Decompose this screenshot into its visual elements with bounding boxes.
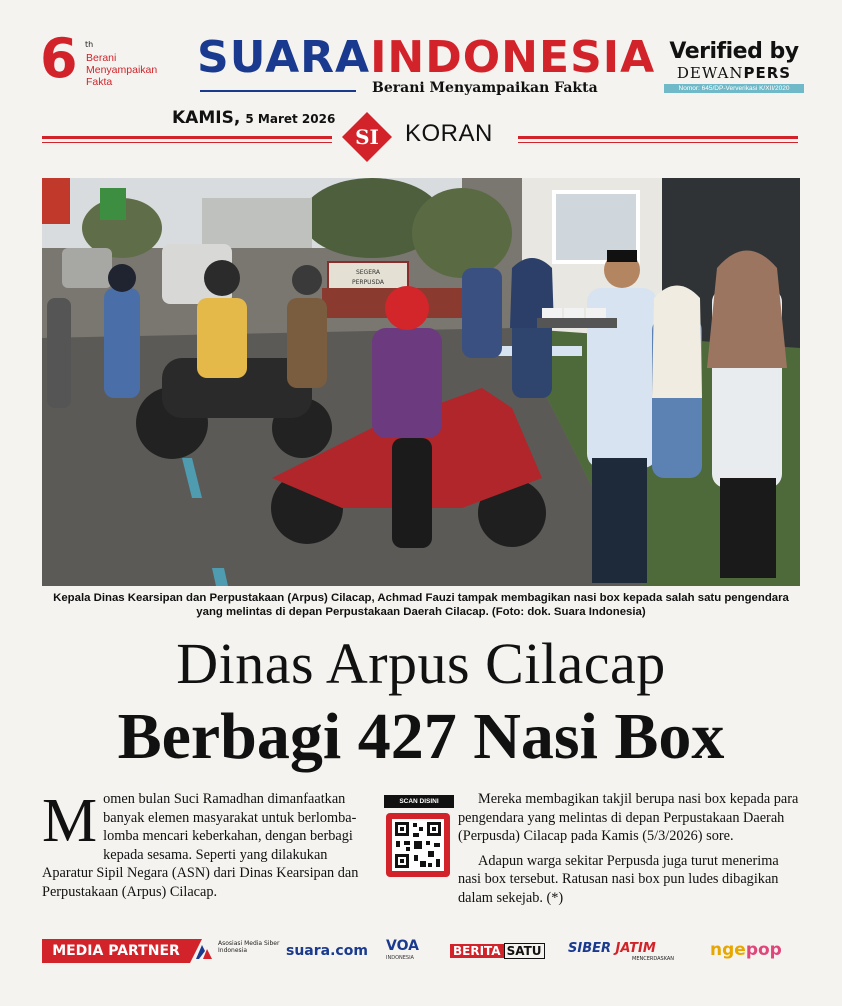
headline-line-1: Dinas Arpus Cilacap	[176, 631, 666, 696]
ngepop-part-1: nge	[710, 940, 746, 960]
verified-title: Verified by	[669, 39, 799, 64]
dewan-pers-prefix: DEWAN	[676, 64, 744, 82]
scene-sign-text-2: PERPUSDA	[351, 279, 385, 286]
news-photo	[42, 178, 800, 586]
photo-caption: Kepala Dinas Kearsipan dan Perpustakaan (Arpus) Cilacap, Achmad Fauzi tampak membagikan nasi box kepada salah satu pengendara yang melintas di depan Perpustakaan Daerah Cilacap. (Foto: dok. Suara Indonesia)	[53, 592, 789, 618]
partner-siber-jatim[interactable]	[568, 941, 656, 956]
issue-date	[172, 108, 335, 128]
drop-cap: M	[42, 787, 98, 855]
header-rule-left-thin	[42, 142, 332, 143]
partner-beritasatu[interactable]	[450, 943, 545, 959]
dewan-pers-suffix: PERS	[743, 64, 792, 82]
issue-date-value: 5 Maret 2026	[245, 112, 336, 126]
scene-sign-text-1: SEGERA	[355, 269, 381, 276]
anniversary-suffix: th	[85, 40, 94, 49]
siber-jatim-part-1: SIBER	[568, 941, 611, 956]
masthead[interactable]	[197, 34, 655, 82]
masthead-suara: SUARA	[197, 32, 371, 83]
si-logo-text: SI	[355, 125, 379, 149]
photo-illustration	[42, 178, 800, 586]
headline-line-2: Berbagi 427 Nasi Box	[117, 700, 725, 773]
anniversary-logo	[40, 27, 180, 100]
article-column-1	[42, 787, 367, 901]
partner-amsi[interactable]: Asosiasi Media Siber Indonesia	[218, 940, 280, 954]
qr-label: SCAN DISINI	[384, 795, 454, 808]
siber-jatim-part-2: JATIM	[615, 941, 656, 956]
partner-ngepop[interactable]	[710, 940, 782, 960]
media-partner-label: MEDIA PARTNER	[42, 939, 190, 963]
masthead-tagline: Berani Menyampaikan Fakta	[372, 80, 598, 96]
qr-code-icon	[392, 819, 444, 871]
media-partner-band	[42, 936, 800, 966]
article-paragraph-3: Adapun warga sekitar Perpusda juga turut menerima nasi box tersebut. Ratusan nasi box pun ludes dibagikan dalam sekejab. (*)	[458, 852, 779, 906]
anniversary-number: 6	[40, 27, 78, 90]
article-column-2	[438, 790, 800, 913]
section-name: KORAN	[405, 120, 493, 147]
article-paragraph-1: omen bulan Suci Ramadhan dimanfaatkan banyak elemen masyarakat untuk berlomba-lomba mencari keberkahan, dengan berbagi kepada sesama. Seperti yang dilakukan Aparatur Sipil Negara (ASN) dari Dinas Kearsipan dan Perpustakaan (Arpus) Cilacap.	[42, 791, 359, 900]
beritasatu-part-1: BERITA	[450, 944, 504, 958]
partner-siber-jatim-sub: MENCERDASKAN	[632, 956, 675, 962]
masthead-underline	[200, 90, 356, 92]
header-rule-left	[42, 136, 332, 139]
verified-badge	[664, 40, 804, 93]
amsi-logo-icon	[194, 941, 214, 961]
si-koran-logo	[342, 112, 392, 162]
partner-voa-sub: INDONESIA	[386, 955, 414, 961]
verification-number: Nomor: 645/DP-Ververikasi K/XII/2020	[664, 84, 804, 93]
masthead-indonesia: INDONESIA	[370, 32, 656, 83]
partner-suara-com[interactable]: suara.com	[286, 943, 368, 959]
ngepop-part-2: pop	[745, 940, 782, 960]
dewan-pers-logo	[664, 64, 804, 82]
partner-voa[interactable]: VOA	[386, 938, 419, 954]
article-paragraph-2: Mereka membagikan takjil berupa nasi box kepada para pengendara yang melintas di depan Perpustakaan Daerah (Perpusda) Cilacap pada Kamis (5/3/2026) sore.	[458, 791, 799, 844]
beritasatu-part-2: SATU	[504, 943, 545, 959]
issue-day: KAMIS,	[172, 108, 241, 128]
header-rule-right-thin	[518, 142, 798, 143]
anniversary-tagline: Berani Menyampaikan Fakta	[86, 52, 158, 88]
header-rule-right	[518, 136, 798, 139]
